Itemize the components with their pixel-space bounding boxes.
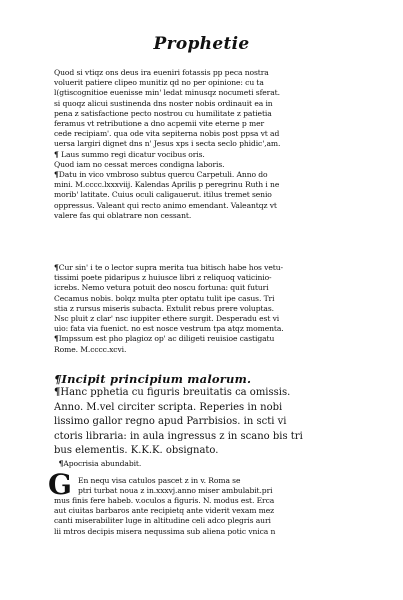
text-line: aut ciuitas barbaros ante recipietq ante viderit vexam mez (54, 506, 275, 516)
text-line: oppressus. Valeant qui recto animo emendant. Valeantqz vt (54, 200, 277, 210)
pilcrow-icon: ¶ (58, 458, 64, 468)
text-line: Cecamus nobis. bolqz multa pter optatu tulit ipe casus. Tri (54, 293, 275, 303)
drop-cap-initial: G (48, 468, 72, 501)
text-line-content: icrebs. Nemo vetura potuit deo noscu fortuna: quit futuri (54, 283, 269, 293)
text-line-content: Laus summo regi dicatur vocibus oris. (61, 149, 205, 159)
text-line (54, 459, 354, 469)
text-line (54, 150, 354, 160)
text-line: cede recipiam'. qua ode vita sepiterna nobis post ppsa vt ad (54, 129, 280, 139)
text-line (54, 170, 354, 180)
text-line: valere fas qui oblatrare non cessant. (54, 210, 192, 220)
text-line: bus elementis. K.K.K. obsignato. (54, 445, 219, 457)
text-line: ctoris libraria: in aula ingressus z in scano bis tri (54, 430, 303, 442)
text-line: mini. M.cccc.lxxxviij. Kalendas Aprilis p peregrinu Ruth i ne (54, 180, 280, 190)
text-line: Nsc pluit z clar' nsc iuppiter ethere surgit. Desperadu est vi (54, 314, 280, 324)
text-line: l(gtiscognitioe euenisse min' ledat minusqz nocumeti sferat. (54, 88, 280, 98)
text-line: uersa largiri dignet dns n' Jesus xps i secta seclo phidic',am. (54, 139, 281, 149)
paragraph-prophecy-body-cont (54, 496, 354, 537)
text-line: Anno. M.vel circiter scripta. Reperies in nobi (54, 401, 283, 413)
text-line-content: Hanc pphetia cu figuris breuitatis ca omissis. (60, 387, 291, 398)
text-line: pena z satisfactione pecto nostrou cu humilitate z patietia (54, 108, 272, 118)
pilcrow-icon: ¶ (54, 334, 59, 344)
text-line (54, 334, 354, 344)
text-line: stia z rursus miseris subacta. Extulit rebus prere voluptas. (54, 303, 274, 313)
text-line: uio: fata via fuenict. no est nosce vestrum tpa atqz momenta. (54, 324, 284, 334)
text-line: Quod iam no cessat merces condigna laboris. (54, 159, 225, 169)
paragraph-colophon (54, 263, 354, 355)
text-line: Quod si vtiqz ons deus ira eueniri fotassis pp peca nostra (54, 68, 269, 77)
page-title: Prophetie (153, 34, 250, 54)
text-line: feramus vt retributione a dno acpemii vite eterne p mer (54, 119, 264, 129)
text-line: morib' latitate. Cuius oculi caligauerut. itilus tremet senio (54, 190, 272, 200)
text-line: si quoqz alicui sustinenda dns noster nobis ordinauit ea in (54, 98, 273, 108)
section-heading (54, 372, 354, 386)
text-line-content: Cur sin' i te o lector supra merita tua bitisch habe hos vetu- (58, 263, 283, 272)
text-line (54, 386, 354, 401)
text-line-content: Datu in vico vmbroso subtus quercu Carpetuli. Anno do (58, 170, 268, 180)
text-line: lii mtros decipis misera nequssima sub aliena potic vnica n (54, 526, 276, 536)
text-line: canti miserabiliter luge in altitudine celi adco plegris auri (54, 516, 271, 526)
pilcrow-icon: ¶ (54, 170, 59, 180)
text-line: lissimo gallor regno apud Parrbisios. in scti vi (54, 416, 287, 428)
text-line: En nequ visa catulos pascet z in v. Roma se (78, 476, 241, 485)
text-line (54, 263, 354, 273)
text-line: tissimi poete pidaripus z huiusce libri z reliquoq vaticinio- (54, 273, 272, 283)
section-heading-text: Incipit principium malorum. (61, 372, 252, 386)
text-line: ptri turbat noua z in.xxxvj.anno miser ambulabit.pri (78, 486, 273, 496)
text-line: Rome. M.cccc.xcvi. (54, 344, 127, 354)
text-line-content: Impssum est pho plagioz op' ac diligeti reuisioe castigatu (58, 334, 275, 344)
text-line (54, 283, 354, 293)
text-line: voluerit patiere clipeo munitiz qd no per opinione: cu ta (54, 78, 264, 88)
pilcrow-icon: ¶ (54, 263, 59, 272)
text-line-content: Apocrisia abundabit. (63, 458, 142, 468)
pilcrow-icon: ¶ (54, 372, 62, 386)
paragraph-prophecy-text (54, 68, 354, 221)
paragraph-prophecy-body (78, 476, 356, 496)
paragraph-introduction (54, 386, 354, 469)
pilcrow-icon: ¶ (54, 387, 61, 398)
text-line: mus finis fere habeb. v.oculos a figuris. N. modus est. Erca (54, 496, 275, 505)
pilcrow-icon: ¶ (54, 149, 59, 159)
